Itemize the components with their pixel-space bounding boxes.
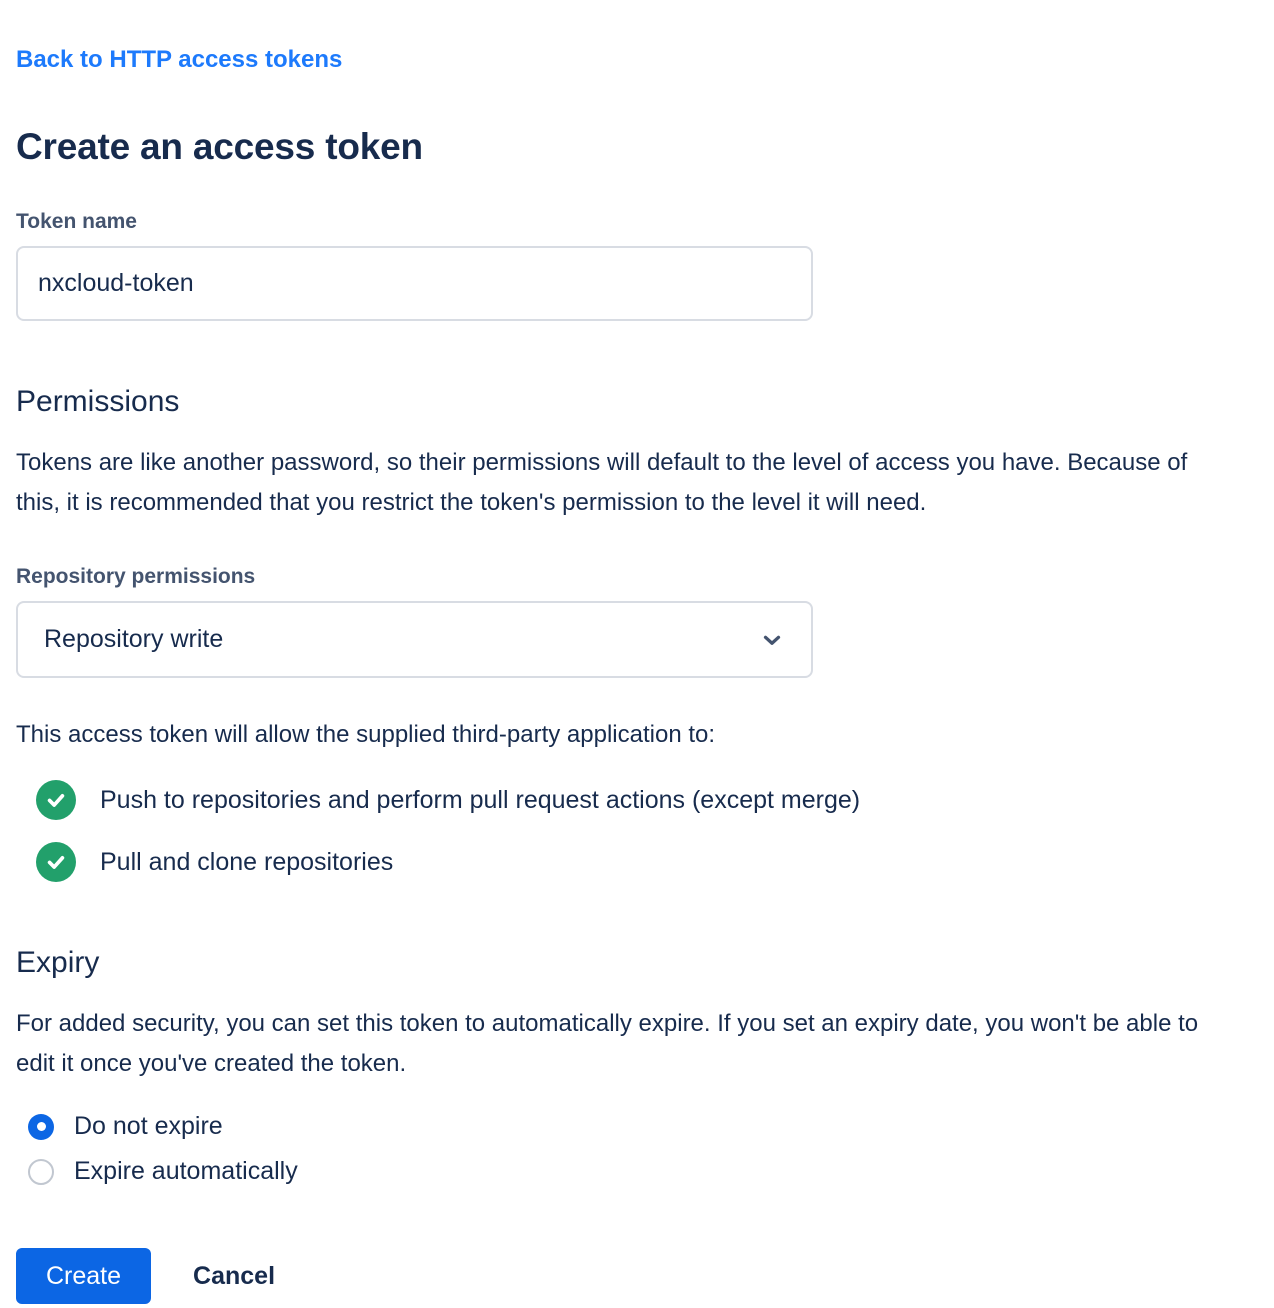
capability-text: Push to repositories and perform pull request actions (except merge) <box>100 785 861 814</box>
repository-permissions-selected-value: Repository write <box>44 625 224 653</box>
radio-label: Expire automatically <box>74 1157 298 1185</box>
expiry-radio-group <box>16 1112 1258 1186</box>
list-item <box>36 842 1258 882</box>
list-item <box>36 780 1258 820</box>
check-circle-icon <box>36 842 76 882</box>
back-to-http-access-tokens-link[interactable]: Back to HTTP access tokens <box>16 46 343 73</box>
token-name-input[interactable] <box>16 246 813 321</box>
expiry-heading: Expiry <box>16 946 100 979</box>
create-button[interactable]: Create <box>16 1248 151 1304</box>
page-title: Create an access token <box>16 126 423 167</box>
capability-text: Pull and clone repositories <box>100 847 394 876</box>
repository-permissions-label: Repository permissions <box>16 565 256 588</box>
check-circle-icon <box>36 780 76 820</box>
radio-selected-icon[interactable] <box>28 1114 54 1140</box>
form-actions <box>16 1248 1258 1304</box>
permissions-heading: Permissions <box>16 385 180 418</box>
allow-intro-text: This access token will allow the supplied third-party application to: <box>16 721 716 748</box>
token-name-label: Token name <box>16 210 137 233</box>
radio-expire-automatically[interactable] <box>28 1157 1258 1186</box>
capability-list <box>16 780 1258 882</box>
radio-unselected-icon[interactable] <box>28 1159 54 1185</box>
chevron-down-icon <box>759 627 785 653</box>
permissions-description: Tokens are like another password, so their permissions will default to the level of access you have. Because of this, it is recommended that you restrict the token's permission to the level it will need. <box>16 449 1188 516</box>
cancel-button[interactable]: Cancel <box>193 1261 276 1290</box>
expiry-description: For added security, you can set this token to automatically expire. If you set an expiry date, you won't be able to edit it once you've created the token. <box>16 1010 1199 1077</box>
repository-permissions-select[interactable] <box>16 601 813 678</box>
radio-do-not-expire[interactable] <box>28 1112 1258 1141</box>
radio-label: Do not expire <box>74 1112 223 1140</box>
